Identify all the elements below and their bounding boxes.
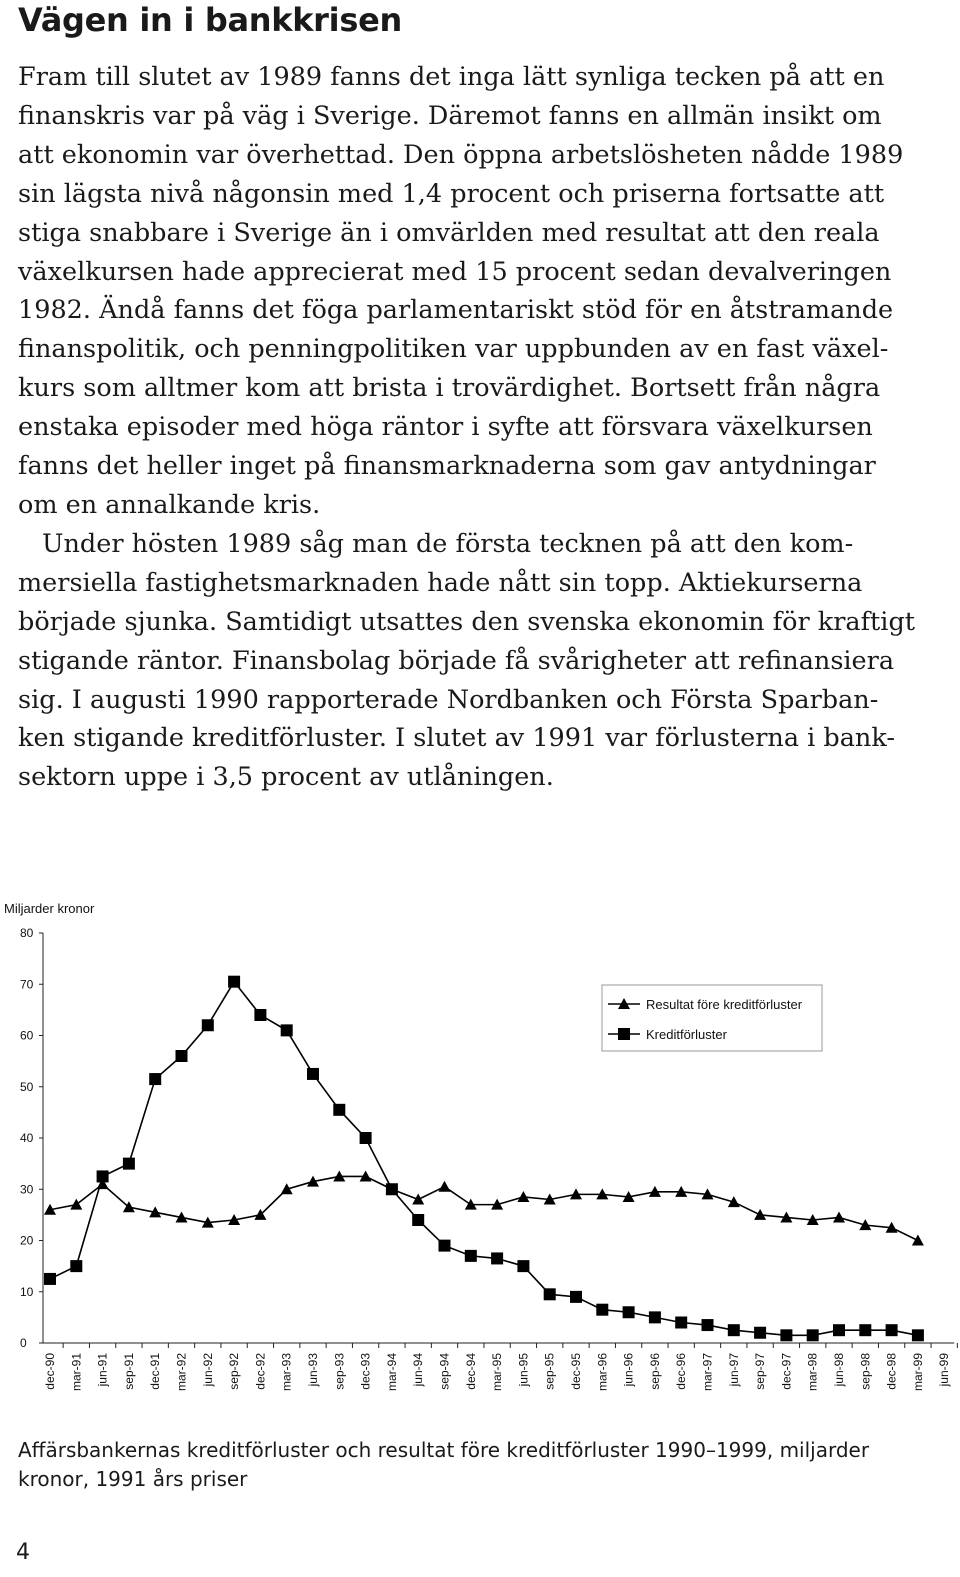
y-tick-label: 0: [20, 1336, 27, 1350]
kreditforluster-data-point: [596, 1304, 608, 1316]
x-tick-label: dec-91: [148, 1353, 163, 1390]
text-line: sig. I augusti 1990 rapporterade Nordbanken och Första Sparban-: [18, 684, 879, 715]
text-line: stiga snabbare i Sverige än i omvärlden med resultat att den reala: [18, 217, 880, 248]
kreditforluster-data-point: [386, 1183, 398, 1195]
text-line: fanns det heller inget på finansmarknaderna som gav antydningar: [18, 451, 876, 482]
y-tick-label: 70: [20, 977, 34, 992]
text-line: enstaka episoder med höga räntor i syfte att försvara växelkursen: [18, 412, 873, 443]
resultat-data-point: [517, 1191, 529, 1202]
x-tick-label: mar-91: [69, 1353, 84, 1392]
x-tick-label: sep-93: [332, 1353, 347, 1390]
x-tick-label: sep-96: [647, 1353, 662, 1390]
x-tick-label: jun-94: [411, 1353, 426, 1387]
text-line: Under hösten 1989 såg man de första tecknen på att den kom-: [42, 528, 854, 559]
kreditforluster-data-point: [228, 976, 240, 988]
text-line: kurs som alltmer kom att brista i trovärdighet. Bortsett från några: [18, 373, 881, 404]
x-tick-label: dec-98: [884, 1353, 899, 1390]
resultat-data-point: [754, 1209, 766, 1220]
text-line: växelkursen hade apprecierat med 15 procent sedan devalveringen: [18, 256, 892, 287]
y-axis-title: Miljarder kronor: [4, 901, 95, 916]
y-tick-label: 20: [20, 1233, 34, 1248]
kreditforluster-data-point: [517, 1260, 529, 1272]
x-tick-label: mar-92: [174, 1353, 189, 1392]
kreditforluster-data-point: [360, 1132, 372, 1144]
x-tick-label: jun-92: [200, 1353, 215, 1387]
legend-label: Kreditförluster: [646, 1027, 727, 1042]
x-tick-label: mar-93: [279, 1353, 294, 1392]
x-tick-label: jun-99: [937, 1353, 952, 1387]
section-heading: Vägen in i bankkrisen: [18, 1, 402, 39]
y-tick-label: 50: [20, 1079, 34, 1094]
x-tick-label: dec-94: [463, 1353, 478, 1390]
x-tick-label: sep-92: [227, 1353, 242, 1390]
x-tick-label: mar-95: [490, 1353, 505, 1392]
body-text: [18, 58, 948, 797]
x-tick-label: sep-98: [858, 1353, 873, 1390]
resultat-series-line: [50, 1176, 918, 1240]
x-tick-label: jun-95: [516, 1353, 531, 1387]
kreditforluster-data-point: [281, 1024, 293, 1036]
kreditforluster-data-point: [307, 1068, 319, 1080]
kreditforluster-data-point: [439, 1240, 451, 1252]
resultat-data-point: [833, 1211, 845, 1222]
kreditforluster-data-point: [675, 1317, 687, 1329]
x-tick-label: dec-96: [674, 1353, 689, 1390]
x-tick-label: jun-91: [95, 1353, 110, 1387]
x-tick-label: jun-96: [621, 1353, 636, 1387]
kreditforluster-data-point: [44, 1273, 56, 1285]
kreditforluster-data-point: [623, 1306, 635, 1318]
text-line: började sjunka. Samtidigt utsattes den svenska ekonomin för kraftigt: [18, 606, 916, 637]
y-tick-label: 40: [20, 1131, 34, 1145]
text-line: finanspolitik, och penningpolitiken var uppbunden av en fast växel-: [18, 334, 889, 365]
x-tick-label: mar-99: [910, 1353, 925, 1392]
x-tick-label: dec-97: [779, 1353, 794, 1390]
kreditforluster-data-point: [465, 1250, 477, 1262]
resultat-data-point: [70, 1199, 82, 1210]
kreditforluster-data-point: [833, 1324, 845, 1336]
kreditforluster-data-point: [202, 1019, 214, 1031]
kreditforluster-data-point: [780, 1329, 792, 1341]
x-tick-label: jun-98: [832, 1353, 846, 1387]
kreditforluster-data-point: [176, 1050, 188, 1062]
kreditforluster-data-point: [754, 1327, 766, 1339]
kreditforluster-data-point: [70, 1260, 82, 1272]
x-tick-label: dec-95: [569, 1353, 583, 1390]
resultat-data-point: [912, 1235, 924, 1246]
text-line: sektorn uppe i 3,5 procent av utlåningen.: [18, 762, 554, 793]
x-tick-label: mar-98: [805, 1353, 820, 1392]
x-tick-label: mar-94: [384, 1353, 399, 1392]
x-tick-label: mar-96: [595, 1353, 610, 1392]
kreditforluster-data-point: [333, 1104, 345, 1116]
credit-loss-line-chart: [0, 890, 960, 1420]
text-line: om en annalkande kris.: [18, 489, 321, 520]
kreditforluster-data-point: [254, 1009, 266, 1021]
kreditforluster-data-point: [97, 1170, 109, 1182]
x-tick-label: jun-97: [726, 1353, 741, 1387]
text-line: stigande räntor. Finansbolag började få svårigheter att refinansiera: [18, 645, 895, 676]
x-tick-label: sep-91: [121, 1353, 136, 1390]
x-tick-label: dec-90: [43, 1353, 57, 1390]
chart-caption: Affärsbankernas kreditförluster och resultat före kreditförluster 1990–1999, miljarder kronor, 1991 års priser: [18, 1438, 870, 1491]
x-tick-label: sep-97: [753, 1353, 768, 1390]
text-line: 1982. Ändå fanns det föga parlamentariskt stöd för en åtstramande: [18, 295, 894, 326]
kreditforluster-data-point: [728, 1324, 740, 1336]
kreditforluster-data-point: [859, 1324, 871, 1336]
x-tick-label: dec-92: [253, 1353, 268, 1390]
y-tick-label: 10: [20, 1284, 34, 1299]
kreditforluster-data-point: [544, 1288, 556, 1300]
kreditforluster-data-point: [912, 1329, 924, 1341]
text-line: sin lägsta nivå någonsin med 1,4 procent och priserna fortsatte att: [18, 178, 885, 209]
text-line: finanskris var på väg i Sverige. Däremot fanns en allmän insikt om: [18, 100, 882, 131]
y-tick-label: 30: [20, 1182, 34, 1197]
legend-label: Resultat före kreditförluster: [646, 997, 803, 1012]
text-line: Fram till slutet av 1989 fanns det inga lätt synliga tecken på att en: [18, 62, 885, 92]
resultat-data-point: [412, 1194, 424, 1205]
kreditforluster-data-point: [491, 1252, 503, 1264]
text-line: ken stigande kreditförluster. I slutet av 1991 var förlusterna i bank-: [18, 723, 895, 754]
page-number: 4: [16, 1540, 30, 1565]
x-tick-label: sep-94: [437, 1353, 452, 1390]
kreditforluster-data-point: [649, 1311, 661, 1323]
legend-square-marker: [618, 1028, 630, 1040]
x-tick-label: sep-95: [542, 1353, 557, 1390]
y-tick-label: 60: [20, 1028, 34, 1043]
y-tick-label: 80: [20, 926, 34, 940]
x-tick-label: jun-93: [306, 1353, 320, 1387]
resultat-data-point: [439, 1181, 451, 1192]
kreditforluster-data-point: [123, 1158, 135, 1170]
kreditforluster-data-point: [886, 1324, 898, 1336]
kreditforluster-data-point: [807, 1329, 819, 1341]
kreditforluster-data-point: [702, 1319, 714, 1331]
x-tick-label: dec-93: [358, 1353, 373, 1390]
x-tick-label: mar-97: [700, 1353, 715, 1392]
text-line: mersiella fastighetsmarknaden hade nått sin topp. Aktiekurserna: [18, 567, 863, 598]
kreditforluster-data-point: [412, 1214, 424, 1226]
kreditforluster-data-point: [570, 1291, 582, 1303]
text-line: att ekonomin var överhettad. Den öppna arbetslösheten nådde 1989: [18, 139, 904, 170]
kreditforluster-data-point: [149, 1073, 161, 1085]
